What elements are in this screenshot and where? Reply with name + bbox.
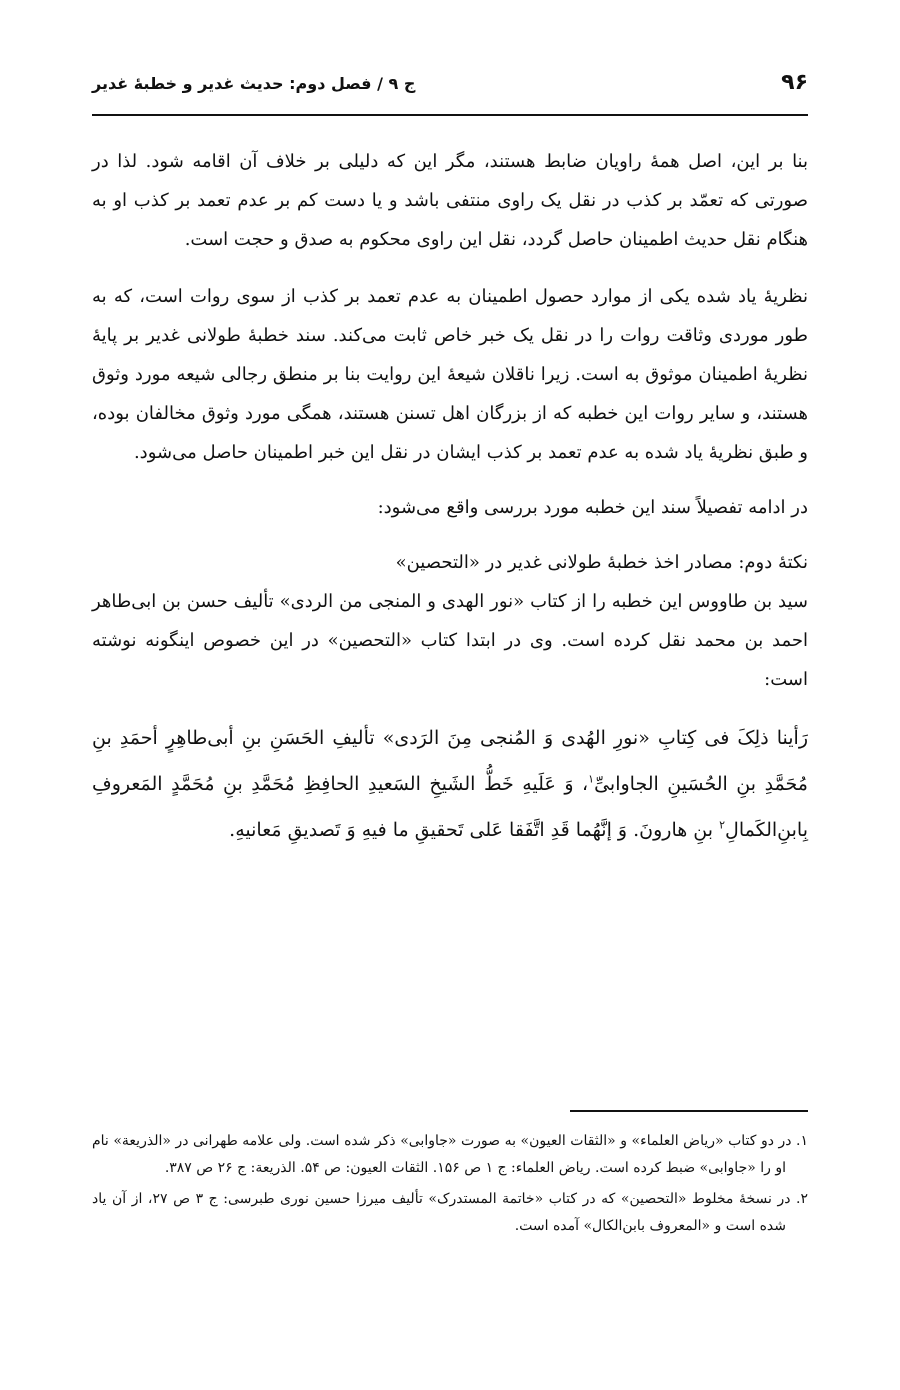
running-title: ج ۹ / فصل دوم: حدیث غدیر و خطبهٔ غدیر <box>92 74 416 93</box>
quote-text: رَأینا ذلِکَ فی کِتابِ «نورِ الهُدی وَ المُنجی مِنَ الرَدی» تألیفِ الحَسَنِ بنِ أبی‌طاهِرٍ أحمَدِ بنِ مُحَمَّدِ بنِ الحُسَینِ الجاوابیِّ <box>92 727 808 795</box>
page-number: ۹۶ <box>781 70 808 95</box>
paragraph: در ادامه تفصیلاً سند این خطبه مورد بررسی واقع می‌شود: <box>377 497 808 518</box>
footnotes <box>92 1128 808 1244</box>
arabic-quote <box>92 715 808 853</box>
section-subheading: نکتهٔ دوم: مصادر اخذ خطبهٔ طولانی غدیر در «التحصین» <box>395 552 808 573</box>
footnote-1: ۱. در دو کتاب «ریاض العلماء» و «الثقات العیون» به صورت «جاوابی» ذکر شده است. ولی علامه طهرانی در «الذریعة» نام او را «جاوابی» ضبط کرده است. ریاض العلماء: ج ۱ ص ۱۵۶. الثقات العیون: ص ۵۴. الذریعة: ج ۲۶ ص ۳۸۷. <box>92 1133 808 1176</box>
footnote-2: ۲. در نسخهٔ مخلوط «التحصین» که در کتاب «خاتمة المستدرک» تألیف میرزا حسین نوری طبرسی: ج ۳ ص ۲۷، از آن یاد شده است و «المعروف بابن‌الکال» آمده است. <box>92 1191 809 1234</box>
body-text <box>92 142 808 853</box>
paragraph: سید بن طاووس این خطبه را از کتاب «نور الهدی و المنجی من الردی» تألیف حسن بن ابی‌طاهر احمد بن محمد نقل کرده است. وی در ابتدا کتاب «التحصین» در این خصوص اینگونه نوشته است: <box>92 591 808 690</box>
footnote-ref-2[interactable]: ۲ <box>719 818 726 832</box>
quote-text: ، وَ عَلَیهِ خَطُّ الشَیخِ السَعیدِ الحافِظِ مُحَمَّدِ بنِ مُحَمَّدٍ المَعروفِ بِابنِ‌الکَمالِ <box>92 773 808 841</box>
paragraph: بنا بر این، اصل همهٔ راویان ضابط هستند، مگر این که دلیلی بر خلاف آن اقامه شود. لذا در صورتی که تعمّد بر کذب در نقل یک راوی منتفی باشد و یا دست کم بر عدم تعمد بر کذب او به هنگام نقل حدیث اطمینان حاصل گردد، نقل این راوی محکوم به صدق و حجت است. <box>92 151 808 250</box>
footnote-ref-1[interactable]: ۱ <box>588 772 595 786</box>
paragraph: نظریهٔ یاد شده یکی از موارد حصول اطمینان به عدم تعمد بر کذب از سوی روات است، که به طور موردی وثاقت روات را در نقل یک خبر خاص ثابت می‌کند. سند خطبهٔ طولانی غدیر بر پایهٔ نظریهٔ اطمینان موثوق به است. زیرا ناقلان شیعهٔ این روایت بنا بر منطق رجالی شیعه مورد وثوق هستند، و سایر روات این خطبه که از بزرگان اهل تسنن هستند، همگی مورد وثوق مخالفان بوده، و طبق نظریهٔ یاد شده به عدم تعمد بر کذب ایشان در نقل این خبر اطمینان حاصل می‌شود. <box>92 286 809 463</box>
quote-text: بنِ هارونَ. وَ إنَّهُما قَدِ اتَّفَقا عَلی تَحقیقِ ما فیهِ وَ تَصدیقِ مَعانیهِ. <box>229 819 720 841</box>
footnote-divider <box>570 1110 808 1112</box>
page-header <box>92 68 808 116</box>
